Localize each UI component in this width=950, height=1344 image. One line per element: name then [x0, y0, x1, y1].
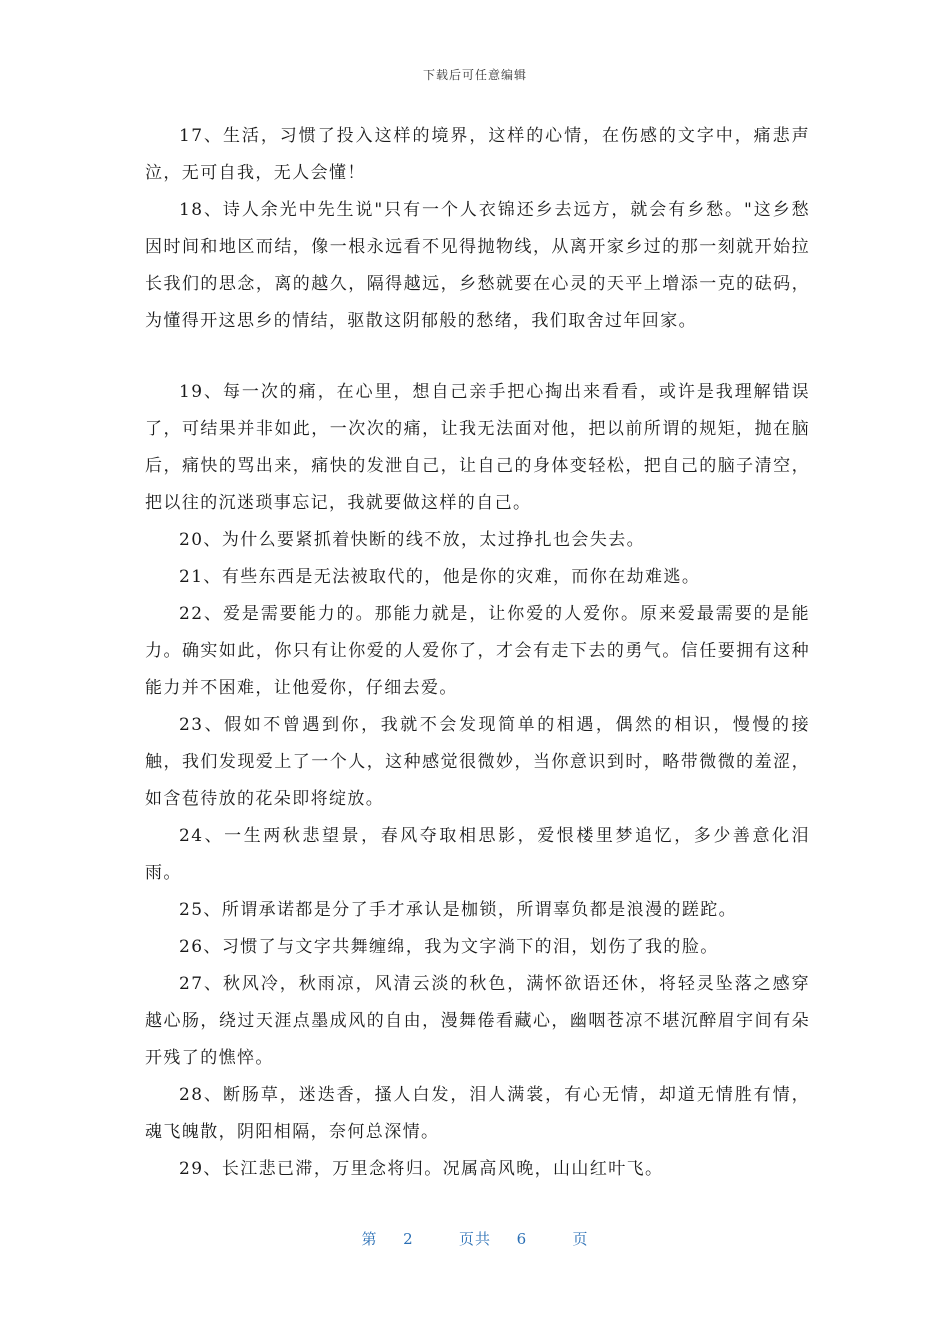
- paragraph-19: 19、每一次的痛，在心里，想自己亲手把心掏出来看看，或许是我理解错误了，可结果并非如此，一次次的痛，让我无法面对他，把以前所谓的规矩，抛在脑后，痛快的骂出来，痛快的发泄自己，让自己的身体变轻松，把自己的脑子清空，把以往的沉迷琐事忘记，我就要做这样的自己。: [145, 382, 810, 513]
- paragraph-18: 18、诗人余光中先生说"只有一个人衣锦还乡去远方，就会有乡愁。"这乡愁因时间和地区而结，像一根永远看不见得抛物线，从离开家乡过的那一刻就开始拉长我们的思念，离的越久，隔得越远，乡愁就要在心灵的天平上增添一克的砝码，为懂得开这思乡的情结，驱散这阴郁般的愁绪，我们取舍过年回家。: [145, 200, 810, 331]
- page-footer: [0, 1228, 950, 1249]
- paragraph-24: 24、一生两秋悲望景，春风夺取相思影，爱恨楼里梦追忆，多少善意化泪雨。: [145, 826, 810, 883]
- page-header-note: 下载后可任意编辑: [422, 68, 527, 82]
- paragraph-20: 20、为什么要紧抓着快断的线不放，太过挣扎也会失去。: [179, 530, 646, 550]
- paragraph-28: 28、断肠草，迷迭香，搔人白发，泪人满裳，有心无情，却道无情胜有情，魂飞魄散，阴阳相隔，奈何总深情。: [145, 1085, 810, 1142]
- paragraph-spacer: [145, 340, 810, 374]
- document-body: [145, 118, 810, 1188]
- footer-prefix: 第: [361, 1230, 378, 1248]
- paragraph-29: 29、长江悲已滞，万里念将归。况属高风晚，山山红叶飞。: [179, 1159, 664, 1179]
- paragraph-23: 23、假如不曾遇到你，我就不会发现简单的相遇，偶然的相识，慢慢的接触，我们发现爱上了一个人，这种感觉很微妙，当你意识到时，略带微微的羞涩，如含苞待放的花朵即将绽放。: [145, 715, 810, 809]
- paragraph-26: 26、习惯了与文字共舞缠绵，我为文字淌下的泪，划伤了我的脸。: [179, 937, 719, 957]
- paragraph-21: 21、有些东西是无法被取代的，他是你的灾难，而你在劫难逃。: [179, 567, 701, 587]
- footer-suffix: 页: [572, 1230, 589, 1248]
- footer-middle: 页共: [458, 1230, 491, 1248]
- paragraph-17: 17、生活，习惯了投入这样的境界，这样的心情，在伤感的文字中，痛悲声泣，无可自我，无人会懂！: [145, 126, 810, 183]
- paragraph-25: 25、所谓承诺都是分了手才承认是枷锁，所谓辜负都是浪漫的蹉跎。: [179, 900, 738, 920]
- footer-total-pages: 6: [516, 1230, 528, 1248]
- paragraph-27: 27、秋风冷，秋雨凉，风清云淡的秋色，满怀欲语还休，将轻灵坠落之感穿越心肠，绕过天涯点墨成风的自由，漫舞倦看藏心，幽咽苍凉不堪沉醉眉宇间有朵开残了的憔悴。: [145, 974, 810, 1068]
- footer-current-page: 2: [403, 1230, 414, 1248]
- paragraph-22: 22、爱是需要能力的。那能力就是，让你爱的人爱你。原来爱最需要的是能力。确实如此，你只有让你爱的人爱你了，才会有走下去的勇气。信任要拥有这种能力并不困难，让他爱你，仔细去爱。: [145, 604, 810, 698]
